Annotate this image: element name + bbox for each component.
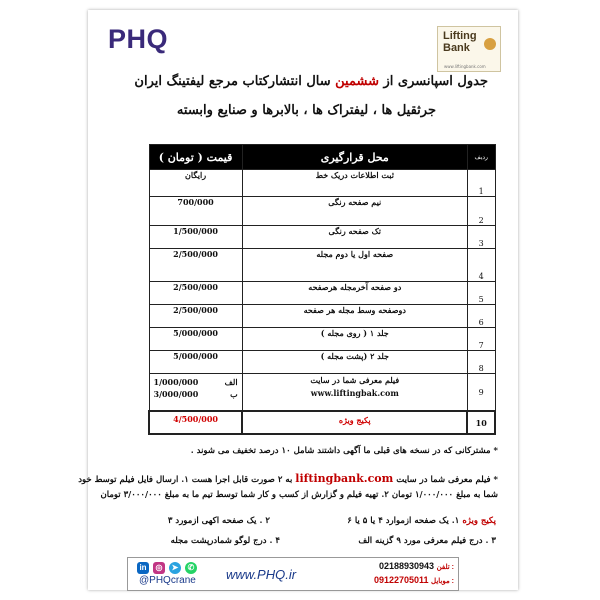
table-row xyxy=(149,351,495,374)
header-price: قیمت ( تومان ) xyxy=(149,145,242,170)
option-b-price: 3/000/000 xyxy=(153,389,199,399)
row-price: 5/000/000 xyxy=(149,351,242,374)
option-b-label: ب xyxy=(230,389,238,399)
package-item-2: ۲ . یک صفحه اکهی ازمورد ۳ xyxy=(167,516,270,526)
row-index: 4 xyxy=(467,249,495,282)
row-index: 2 xyxy=(467,197,495,226)
row-price: 4/500/000 xyxy=(149,411,242,434)
header-index: ردیف xyxy=(467,145,495,170)
option-a-price: 1/000/000 xyxy=(153,377,199,387)
package-item-3: ۳ . درج فیلم معرفی مورد ۹ گزینه الف xyxy=(358,536,496,546)
table-header-row xyxy=(149,145,495,170)
row-place: جلد ۱ ( روی مجله ) xyxy=(242,328,467,351)
row-price: 2/500/000 xyxy=(149,305,242,328)
package-item-1 xyxy=(347,516,496,526)
table-row-special xyxy=(149,411,495,434)
instagram-icon[interactable]: ◎ xyxy=(153,562,165,574)
whatsapp-icon[interactable]: ✆ xyxy=(185,562,197,574)
row-price-options xyxy=(149,374,242,412)
row-place: دوصفحه وسط مجله هر صفحه xyxy=(242,305,467,328)
table-row xyxy=(149,249,495,282)
table-row xyxy=(149,170,495,197)
option-b xyxy=(150,388,242,400)
row-index: 8 xyxy=(467,351,495,374)
row-place-url: www.liftingbak.com xyxy=(310,388,399,398)
social-handle[interactable]: @PHQcrane xyxy=(139,575,196,586)
mobile-number[interactable]: 09122705011 xyxy=(373,575,429,585)
liftingbank-logo-url: www.liftingbank.com xyxy=(444,64,486,69)
liftingbank-logo-text: Lifting Bank xyxy=(443,30,477,54)
table-row xyxy=(149,374,495,412)
table-row xyxy=(149,328,495,351)
page-title xyxy=(134,74,488,89)
sponsorship-document xyxy=(78,10,518,590)
row-price: 2/500/000 xyxy=(149,249,242,282)
row-index: 1 xyxy=(467,170,495,197)
liftingbank-mark-icon xyxy=(484,38,496,50)
linkedin-icon[interactable]: in xyxy=(137,562,149,574)
row-index: 5 xyxy=(467,282,495,305)
option-a xyxy=(150,376,242,388)
note-video-text: * فیلم معرفی شما در سایت xyxy=(393,475,498,485)
phq-logo: PHQ xyxy=(108,24,169,54)
liftingbank-logo xyxy=(437,26,501,72)
row-index: 10 xyxy=(467,411,495,434)
package-item-1-text: ۱. یک صفحه ازموارد ۴ یا ۵ یا ۶ xyxy=(347,516,463,526)
social-icons xyxy=(131,561,213,587)
table-row xyxy=(149,305,495,328)
mobile-line xyxy=(374,574,454,588)
phone-number[interactable]: 02188930943 xyxy=(379,561,435,571)
phone-label: تلفن : xyxy=(436,564,454,571)
row-price: 5/000/000 xyxy=(149,328,242,351)
note-discount: * مشترکانی که در نسخه های قبلی ما آگهی داشتند شامل ۱۰ درصد تخفیف می شوند . xyxy=(190,446,498,456)
row-index: 7 xyxy=(467,328,495,351)
row-place: دو صفحه آخرمجله هرصفحه xyxy=(242,282,467,305)
row-price: رایگان xyxy=(149,170,242,197)
row-index: 3 xyxy=(467,226,495,249)
row-place: پکیج ویژه xyxy=(242,411,467,434)
option-a-label: الف xyxy=(224,377,238,387)
note-video-text-2: به ۲ صورت قابل اجرا هست ۱. ارسال فایل فیلم توسط خود xyxy=(78,475,296,485)
phone-numbers xyxy=(374,560,454,588)
package-item-4: ۴ . درج لوگو شمادرپشت مجله xyxy=(170,536,280,546)
phq-website-link[interactable]: www.PHQ.ir xyxy=(226,567,297,582)
row-price: 2/500/000 xyxy=(149,282,242,305)
row-index: 6 xyxy=(467,305,495,328)
row-price: 700/000 xyxy=(149,197,242,226)
row-place: نیم صفحه رنگی xyxy=(242,197,467,226)
title-part-2: سال انتشارکتاب مرجع لیفتینگ ایران xyxy=(134,74,336,89)
table-row xyxy=(149,197,495,226)
title-highlight: ششمین xyxy=(335,74,379,89)
row-place-line1: فیلم معرفی شما در سایت xyxy=(310,375,400,385)
row-place: صفحه اول یا دوم مجله xyxy=(242,249,467,282)
contact-footer xyxy=(127,557,459,591)
row-place: جلد ۲ (پشت مجله ) xyxy=(242,351,467,374)
liftingbank-link[interactable]: liftingbank.com xyxy=(295,472,394,485)
row-price: 1/500/000 xyxy=(149,226,242,249)
title-part-1: جدول اسپانسری از xyxy=(378,74,488,89)
table-row xyxy=(149,226,495,249)
row-place: تک صفحه رنگی xyxy=(242,226,467,249)
row-place: ثبت اطلاعات دریک خط xyxy=(242,170,467,197)
phone-line xyxy=(374,560,454,574)
table-row xyxy=(149,282,495,305)
row-place xyxy=(242,374,467,412)
note-video-line1 xyxy=(78,472,498,485)
row-index: 9 xyxy=(467,374,495,412)
price-table xyxy=(148,144,496,435)
telegram-icon[interactable]: ➤ xyxy=(169,562,181,574)
page-subtitle: جرثقیل ها ، لیفتراک ها ، بالابرها و صنایع وابسته xyxy=(176,103,436,118)
package-label: پکیج ویژه xyxy=(462,516,496,526)
note-video-line2: شما به مبلغ ۱/۰۰۰/۰۰۰ تومان ۲. تهیه فیلم و گزارش از کسب و کار شما توسط تیم ما به مبلغ ۳/۰۰۰/۰۰۰ تومان xyxy=(100,490,498,500)
mobile-label: موبایل : xyxy=(431,578,454,585)
header-place: محل قرارگیری xyxy=(242,145,467,170)
